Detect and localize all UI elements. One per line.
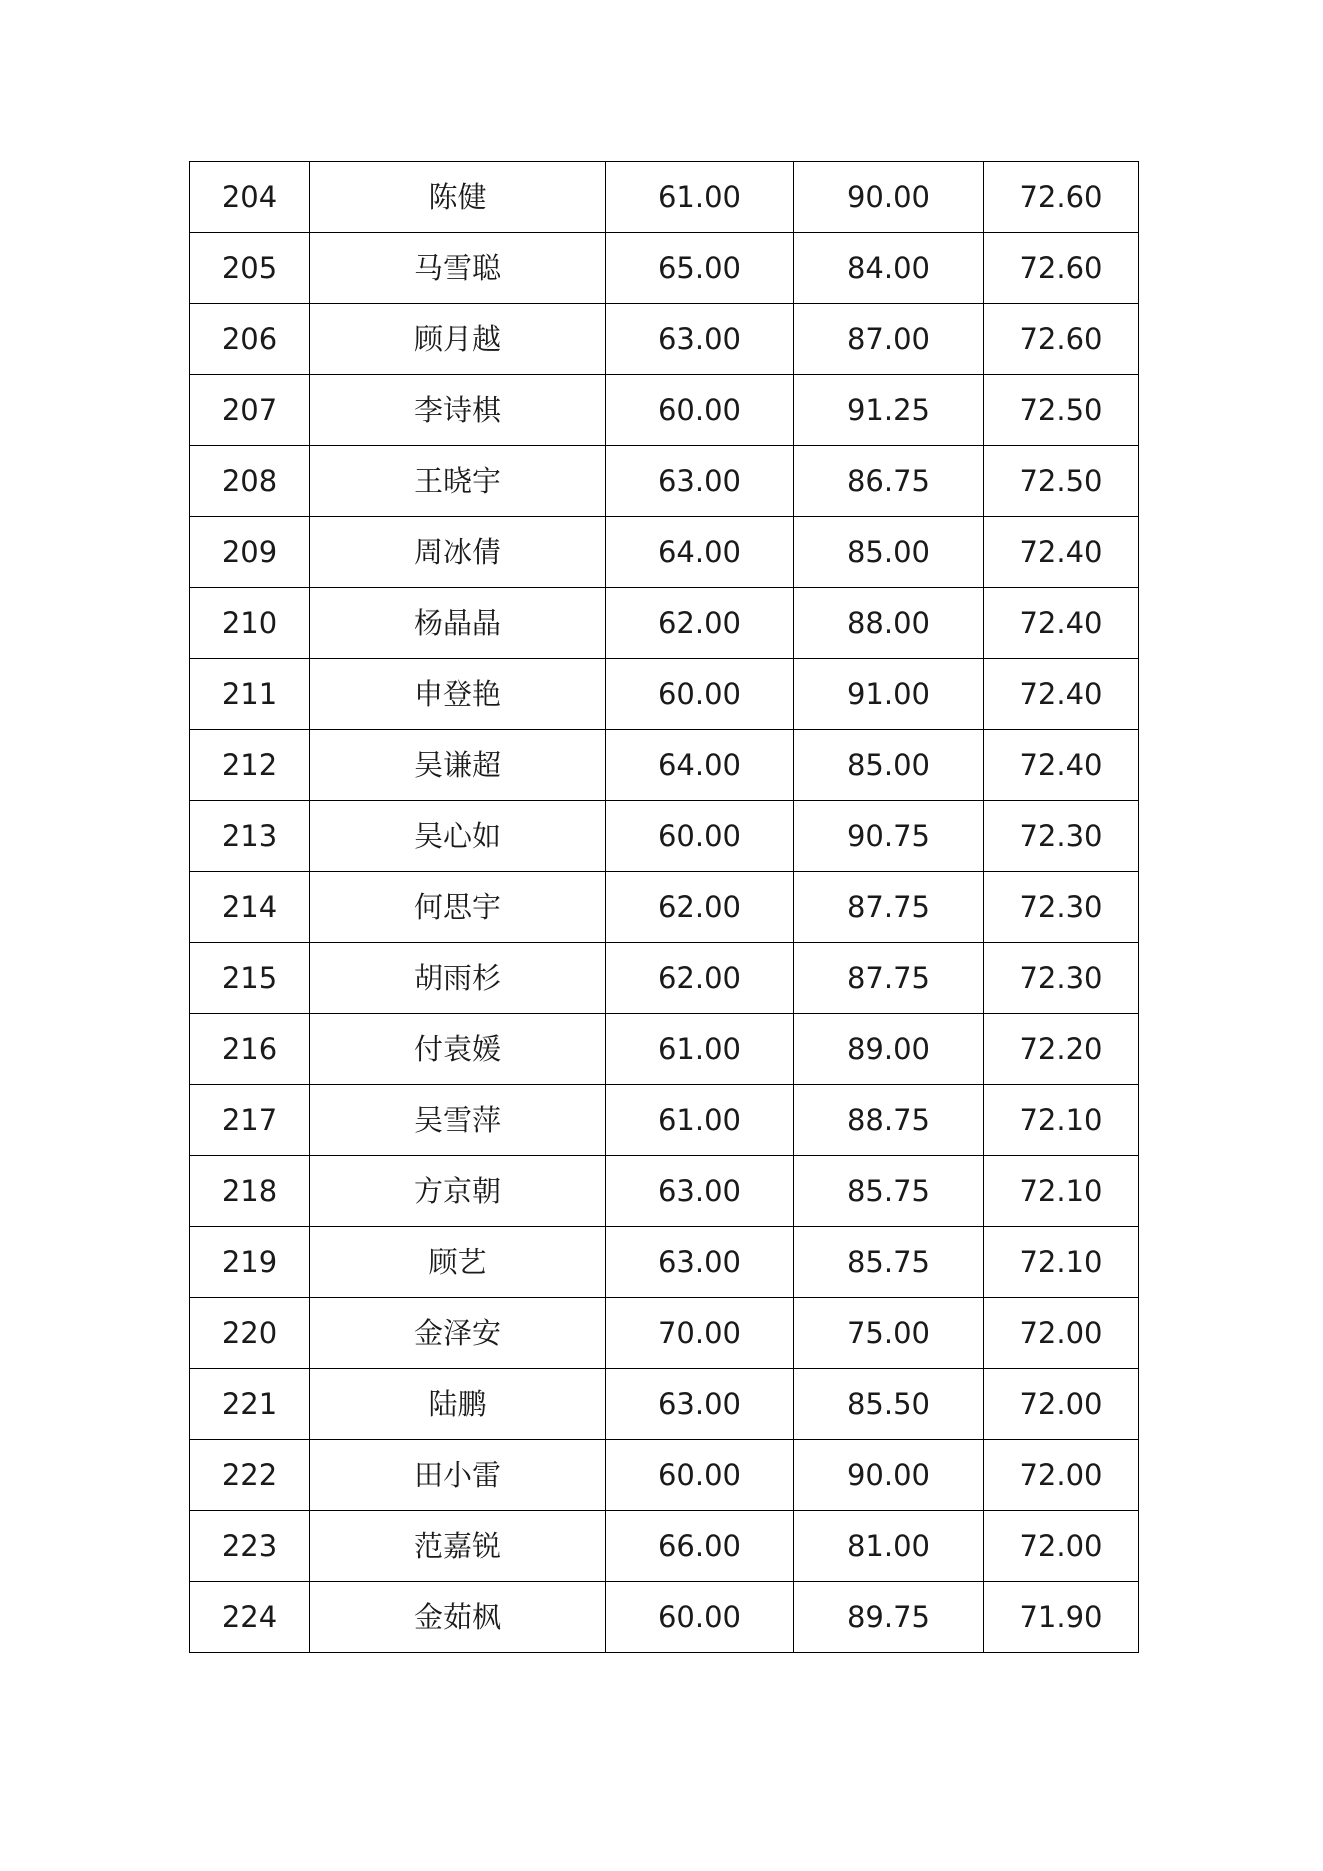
total-score-cell: 72.50 <box>984 375 1139 446</box>
candidate-name-cell: 陈健 <box>310 162 606 233</box>
total-score-cell: 72.40 <box>984 588 1139 659</box>
row-number-cell: 215 <box>190 943 310 1014</box>
row-number-cell: 205 <box>190 233 310 304</box>
table-row <box>190 1511 1139 1582</box>
row-number-cell: 207 <box>190 375 310 446</box>
row-number-cell: 219 <box>190 1227 310 1298</box>
total-score-cell: 72.10 <box>984 1227 1139 1298</box>
table-row <box>190 659 1139 730</box>
score-b-cell: 87.75 <box>794 872 984 943</box>
total-score-cell: 72.10 <box>984 1156 1139 1227</box>
score-b-cell: 90.00 <box>794 162 984 233</box>
candidate-name-cell: 付袁媛 <box>310 1014 606 1085</box>
score-b-cell: 87.75 <box>794 943 984 1014</box>
candidate-name-cell: 杨晶晶 <box>310 588 606 659</box>
score-b-cell: 87.00 <box>794 304 984 375</box>
table-row <box>190 233 1139 304</box>
total-score-cell: 72.40 <box>984 659 1139 730</box>
score-a-cell: 63.00 <box>606 1156 794 1227</box>
score-b-cell: 90.75 <box>794 801 984 872</box>
row-number-cell: 210 <box>190 588 310 659</box>
total-score-cell: 72.40 <box>984 517 1139 588</box>
row-number-cell: 211 <box>190 659 310 730</box>
table-row <box>190 1298 1139 1369</box>
candidate-name-cell: 顾艺 <box>310 1227 606 1298</box>
total-score-cell: 72.40 <box>984 730 1139 801</box>
table-row <box>190 801 1139 872</box>
score-b-cell: 89.00 <box>794 1014 984 1085</box>
score-a-cell: 60.00 <box>606 659 794 730</box>
score-a-cell: 64.00 <box>606 517 794 588</box>
score-a-cell: 61.00 <box>606 1085 794 1156</box>
candidate-name-cell: 周冰倩 <box>310 517 606 588</box>
table-row <box>190 304 1139 375</box>
candidate-name-cell: 方京朝 <box>310 1156 606 1227</box>
total-score-cell: 72.00 <box>984 1440 1139 1511</box>
score-a-cell: 63.00 <box>606 1227 794 1298</box>
score-b-cell: 91.00 <box>794 659 984 730</box>
total-score-cell: 72.30 <box>984 872 1139 943</box>
score-a-cell: 60.00 <box>606 375 794 446</box>
candidate-name-cell: 田小雷 <box>310 1440 606 1511</box>
row-number-cell: 212 <box>190 730 310 801</box>
candidate-name-cell: 陆鹏 <box>310 1369 606 1440</box>
total-score-cell: 72.60 <box>984 162 1139 233</box>
score-b-cell: 85.75 <box>794 1227 984 1298</box>
score-a-cell: 60.00 <box>606 801 794 872</box>
row-number-cell: 204 <box>190 162 310 233</box>
score-a-cell: 62.00 <box>606 943 794 1014</box>
score-a-cell: 61.00 <box>606 162 794 233</box>
table-row <box>190 162 1139 233</box>
score-a-cell: 65.00 <box>606 233 794 304</box>
score-table <box>189 161 1139 1653</box>
score-b-cell: 81.00 <box>794 1511 984 1582</box>
row-number-cell: 220 <box>190 1298 310 1369</box>
score-a-cell: 63.00 <box>606 1369 794 1440</box>
candidate-name-cell: 顾月越 <box>310 304 606 375</box>
score-a-cell: 63.00 <box>606 446 794 517</box>
score-b-cell: 91.25 <box>794 375 984 446</box>
total-score-cell: 71.90 <box>984 1582 1139 1653</box>
row-number-cell: 216 <box>190 1014 310 1085</box>
score-a-cell: 61.00 <box>606 1014 794 1085</box>
score-a-cell: 62.00 <box>606 588 794 659</box>
total-score-cell: 72.50 <box>984 446 1139 517</box>
score-b-cell: 90.00 <box>794 1440 984 1511</box>
score-b-cell: 86.75 <box>794 446 984 517</box>
row-number-cell: 224 <box>190 1582 310 1653</box>
score-b-cell: 89.75 <box>794 1582 984 1653</box>
score-b-cell: 75.00 <box>794 1298 984 1369</box>
score-a-cell: 60.00 <box>606 1582 794 1653</box>
total-score-cell: 72.00 <box>984 1511 1139 1582</box>
score-b-cell: 85.00 <box>794 517 984 588</box>
score-a-cell: 63.00 <box>606 304 794 375</box>
score-b-cell: 85.50 <box>794 1369 984 1440</box>
candidate-name-cell: 李诗棋 <box>310 375 606 446</box>
table-row <box>190 1227 1139 1298</box>
score-a-cell: 64.00 <box>606 730 794 801</box>
table-row <box>190 730 1139 801</box>
candidate-name-cell: 吴心如 <box>310 801 606 872</box>
total-score-cell: 72.30 <box>984 943 1139 1014</box>
total-score-cell: 72.60 <box>984 304 1139 375</box>
row-number-cell: 222 <box>190 1440 310 1511</box>
total-score-cell: 72.00 <box>984 1298 1139 1369</box>
table-row <box>190 1085 1139 1156</box>
score-table-body <box>190 162 1139 1653</box>
score-a-cell: 60.00 <box>606 1440 794 1511</box>
total-score-cell: 72.00 <box>984 1369 1139 1440</box>
row-number-cell: 214 <box>190 872 310 943</box>
total-score-cell: 72.20 <box>984 1014 1139 1085</box>
row-number-cell: 208 <box>190 446 310 517</box>
score-b-cell: 84.00 <box>794 233 984 304</box>
candidate-name-cell: 胡雨杉 <box>310 943 606 1014</box>
row-number-cell: 206 <box>190 304 310 375</box>
table-row <box>190 872 1139 943</box>
row-number-cell: 217 <box>190 1085 310 1156</box>
table-row <box>190 446 1139 517</box>
candidate-name-cell: 马雪聪 <box>310 233 606 304</box>
row-number-cell: 209 <box>190 517 310 588</box>
score-a-cell: 66.00 <box>606 1511 794 1582</box>
table-row <box>190 588 1139 659</box>
table-row <box>190 375 1139 446</box>
score-b-cell: 85.00 <box>794 730 984 801</box>
candidate-name-cell: 范嘉锐 <box>310 1511 606 1582</box>
score-a-cell: 62.00 <box>606 872 794 943</box>
table-row <box>190 1369 1139 1440</box>
candidate-name-cell: 王晓宇 <box>310 446 606 517</box>
total-score-cell: 72.60 <box>984 233 1139 304</box>
score-a-cell: 70.00 <box>606 1298 794 1369</box>
score-b-cell: 88.75 <box>794 1085 984 1156</box>
table-row <box>190 1014 1139 1085</box>
candidate-name-cell: 金泽安 <box>310 1298 606 1369</box>
table-row <box>190 1582 1139 1653</box>
candidate-name-cell: 吴谦超 <box>310 730 606 801</box>
total-score-cell: 72.30 <box>984 801 1139 872</box>
table-row <box>190 1156 1139 1227</box>
row-number-cell: 221 <box>190 1369 310 1440</box>
table-row <box>190 1440 1139 1511</box>
table-row <box>190 517 1139 588</box>
table-row <box>190 943 1139 1014</box>
row-number-cell: 223 <box>190 1511 310 1582</box>
candidate-name-cell: 金茹枫 <box>310 1582 606 1653</box>
candidate-name-cell: 吴雪萍 <box>310 1085 606 1156</box>
score-b-cell: 85.75 <box>794 1156 984 1227</box>
candidate-name-cell: 申登艳 <box>310 659 606 730</box>
row-number-cell: 213 <box>190 801 310 872</box>
total-score-cell: 72.10 <box>984 1085 1139 1156</box>
row-number-cell: 218 <box>190 1156 310 1227</box>
score-b-cell: 88.00 <box>794 588 984 659</box>
candidate-name-cell: 何思宇 <box>310 872 606 943</box>
